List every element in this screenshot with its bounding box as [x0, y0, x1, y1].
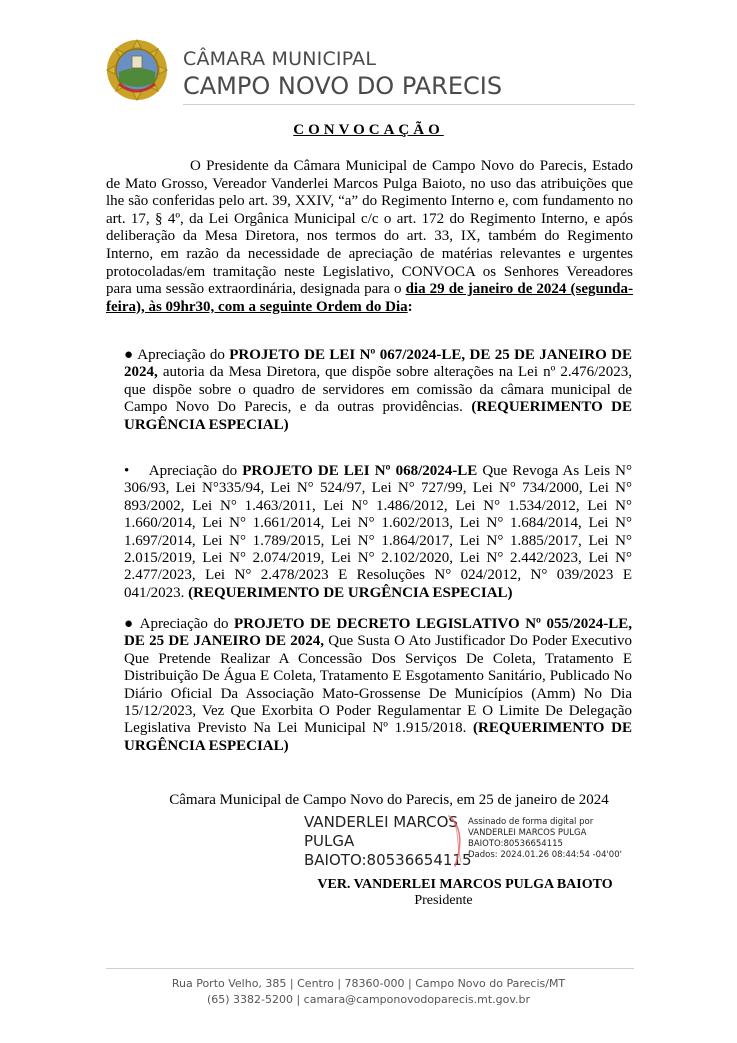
item-prefix: Apreciação do [148, 463, 243, 479]
signature-detail-line: Dados: 2024.01.26 08:44:54 -04'00' [468, 850, 622, 860]
signature-stroke-icon [445, 812, 467, 870]
intro-paragraph [106, 158, 633, 316]
item-description: Que Revoga As Leis N° 306/93, Lei N°335/94, Lei N° 524/97, Lei N° 727/99, Lei N° 734/2000, Lei N° 893/2002, Lei N° 1.463/2011, Lei N° 1.486/2012, Lei N° 1.534/2012, Lei N° 1.660/2014, Lei N° 1.661/2014, Lei N° 1.602/2013, Lei N° 1.684/2014, Lei N° 1.697/2014, Lei N° 1.789/2015, Lei N° 1.864/2017, Lei N° 1.885/2017, Lei N° 2.015/2019, Lei N° 2.074/2019, Lei N° 2.102/2020, Lei N° 2.442/2023, Lei N° 2.477/2023, Lei N° 2.478/2023 E Resoluções N° 024/2012, N° 039/2023 E 041/2023. [124, 463, 632, 601]
item-prefix: Apreciação do [139, 616, 235, 632]
footer-contact: (65) 3382-5200 | camara@camponovodoparecis.mt.gov.br [206, 993, 531, 1006]
item-urgency-tag: (REQUERIMENTO DE URGÊNCIA ESPECIAL) [188, 584, 513, 601]
intro-text: O Presidente da Câmara Municipal de Campo Novo do Parecis, Estado de Mato Grosso, Vereador Vanderlei Marcos Pulga Baioto, no uso das atribuições que lhe são conferidas pelo art. 39, XXIV, “a” do Regimento Interno e, com fundamento no art. 17, § 4º, da Lei Orgânica Municipal c/c o art. 172 do Regimento Interno, e após deliberação da Mesa Diretora, nos termos do art. 33, IX, também do Regimento Interno, em razão da necessidade de apreciação de matérias relevantes e urgentes protocoladas/em tramitação neste Legislativo, CONVOCA os Senhores Vereadores para uma sessão extraordinária, designada para o [106, 158, 633, 298]
item-urgency-tag: (REQUERIMENTO DE URGÊNCIA ESPECIAL) [124, 399, 632, 433]
org-name-line1: CÂMARA MUNICIPAL [183, 48, 377, 70]
letterhead [105, 38, 635, 108]
item-bill-title: PROJETO DE LEI Nº 067/2024-LE, DE 25 DE JANEIRO DE 2024, [124, 347, 632, 381]
footer-divider [106, 968, 634, 969]
org-name-line2: CAMPO NOVO DO PARECIS [183, 72, 503, 100]
agenda-item [124, 347, 632, 434]
bullet-icon: ● [124, 347, 134, 363]
signer-name: VER. VANDERLEI MARCOS PULGA BAIOTO [317, 877, 613, 892]
intro-end: : [407, 298, 413, 315]
signature-name-line: BAIOTO:80536654115 [304, 851, 472, 869]
document-title: CONVOCAÇÃO [293, 122, 444, 138]
municipal-seal-icon [105, 38, 169, 102]
signer-role: Presidente [414, 893, 473, 908]
footer-address: Rua Porto Velho, 385 | Centro | 78360-000 | Campo Novo do Parecis/MT [171, 977, 566, 990]
closing-place-date: Câmara Municipal de Campo Novo do Parecis, em 25 de janeiro de 2024 [169, 792, 609, 808]
agenda-item [124, 463, 632, 602]
digital-signature-details [468, 817, 622, 861]
item-bill-title: PROJETO DE LEI Nº 068/2024-LE [242, 463, 478, 479]
item-urgency-tag: (REQUERIMENTO DE URGÊNCIA ESPECIAL) [124, 720, 632, 754]
signature-detail-line: Assinado de forma digital por [468, 817, 594, 827]
item-prefix: Apreciação do [137, 347, 230, 363]
signature-detail-line: VANDERLEI MARCOS PULGA [468, 828, 587, 838]
bullet-icon: ● [124, 616, 135, 632]
bullet-icon: • [124, 463, 130, 479]
item-description: autoria da Mesa Diretora, que dispõe sobre alterações na Lei nº 2.476/2023, que dispõe sobre o quadro de servidores em comissão da câmara municipal de Campo Novo Do Parecis, e da outras providências. [124, 364, 632, 416]
item-description: Que Susta O Ato Justificador Do Poder Executivo Que Pretende Realizar A Concessão Dos Serviços De Coleta, Tratamento E Distribuição De Água E Coleta, Tratamento E Esgotamento Sanitário, Publicado No Diário Oficial Da Associação Mato-Grossense De Municípios (Amm) No Dia 15/12/2023, Vez Que Exorbita O Poder Regulamentar E O Limite De Delegação Legislativa Previsto Na Lei Municipal Nº 1.915/2018. [124, 633, 632, 737]
item-bill-title: PROJETO DE DECRETO LEGISLATIVO Nº 055/2024-LE, DE 25 DE JANEIRO DE 2024, [124, 616, 632, 650]
signature-name-line: VANDERLEI MARCOS [304, 813, 458, 831]
header-divider [183, 104, 635, 105]
session-date: dia 29 de janeiro de 2024 (segunda-feira), às 09hr30, com a seguinte Ordem do Dia [106, 281, 634, 315]
signature-name-line: PULGA [304, 832, 355, 850]
signature-detail-line: BAIOTO:80536654115 [468, 839, 563, 849]
agenda-item [124, 616, 632, 755]
